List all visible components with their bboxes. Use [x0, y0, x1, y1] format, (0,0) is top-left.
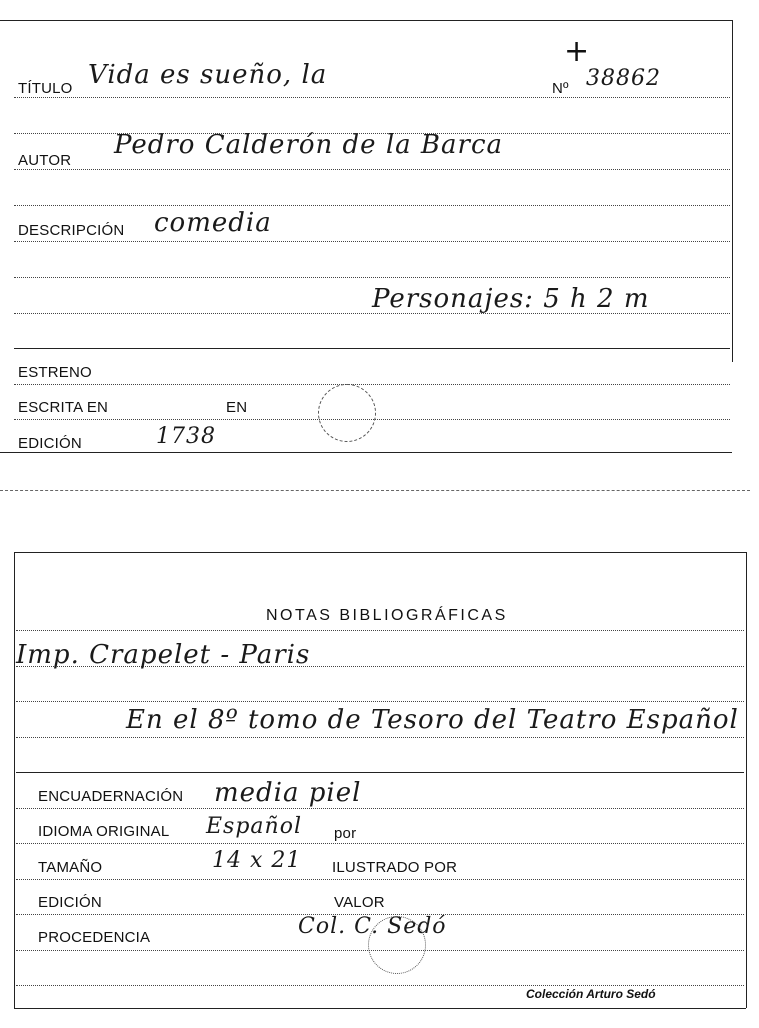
collection-footer: Colección Arturo Sedó [526, 987, 656, 1001]
ruled-line [16, 843, 744, 844]
card-right-border [732, 20, 733, 362]
estreno-label: ESTRENO [18, 364, 92, 381]
note-line-2: En el 8º tomo de Tesoro del Teatro Español [126, 705, 739, 735]
ruled-line [16, 701, 744, 702]
ruled-line [16, 737, 744, 738]
ruled-line [14, 277, 730, 278]
titulo-value: Vida es sueño, la [88, 60, 328, 90]
punch-hole [368, 916, 426, 974]
tamano-value: 14 x 21 [212, 848, 302, 873]
valor-label: VALOR [334, 894, 385, 911]
tamano-label: TAMAÑO [38, 859, 103, 876]
punch-hole [318, 384, 376, 442]
numero-value: 38862 [586, 66, 661, 91]
ilustrado-label: ILUSTRADO POR [332, 859, 458, 876]
card-top-border [0, 20, 732, 21]
edicion-label: EDICIÓN [18, 435, 82, 452]
ruled-line [14, 241, 730, 242]
ruled-line [14, 348, 730, 349]
descripcion-value: comedia [154, 208, 272, 238]
ruled-line [16, 879, 744, 880]
ruled-line [14, 384, 730, 385]
titulo-label: TÍTULO [18, 80, 73, 97]
idioma-value: Español [206, 814, 302, 839]
ruled-line [16, 630, 744, 631]
cross-mark: + [564, 34, 590, 69]
personajes-value: Personajes: 5 h 2 m [372, 284, 650, 314]
card-top-border [14, 552, 746, 553]
procedencia-value: Col. C. Sedó [298, 914, 447, 939]
por-label: por [334, 825, 357, 842]
ruled-line [14, 169, 730, 170]
ruled-line [16, 772, 744, 773]
notas-title: NOTAS BIBLIOGRÁFICAS [266, 607, 508, 624]
card-cut-line [0, 490, 750, 491]
numero-label: Nº [552, 80, 569, 97]
card-right-border [746, 552, 747, 1008]
ruled-line [14, 97, 730, 98]
edicion-label: EDICIÓN [38, 894, 102, 911]
card-bottom-border [0, 452, 732, 453]
ruled-line [16, 808, 744, 809]
card-bottom-border [14, 1008, 746, 1009]
edicion-value: 1738 [156, 424, 216, 449]
idioma-label: IDIOMA ORIGINAL [38, 823, 170, 840]
descripcion-label: DESCRIPCIÓN [18, 222, 125, 239]
autor-value: Pedro Calderón de la Barca [114, 130, 504, 160]
autor-label: AUTOR [18, 152, 72, 169]
escrita-label: ESCRITA EN [18, 399, 109, 416]
procedencia-label: PROCEDENCIA [38, 929, 151, 946]
en-label: EN [226, 399, 248, 416]
card-left-border [14, 552, 15, 1008]
note-line-1: Imp. Crapelet - Paris [16, 640, 311, 670]
encuadernacion-value: media piel [214, 778, 362, 808]
ruled-line [14, 205, 730, 206]
encuadernacion-label: ENCUADERNACIÓN [38, 788, 184, 805]
ruled-line [16, 985, 744, 986]
